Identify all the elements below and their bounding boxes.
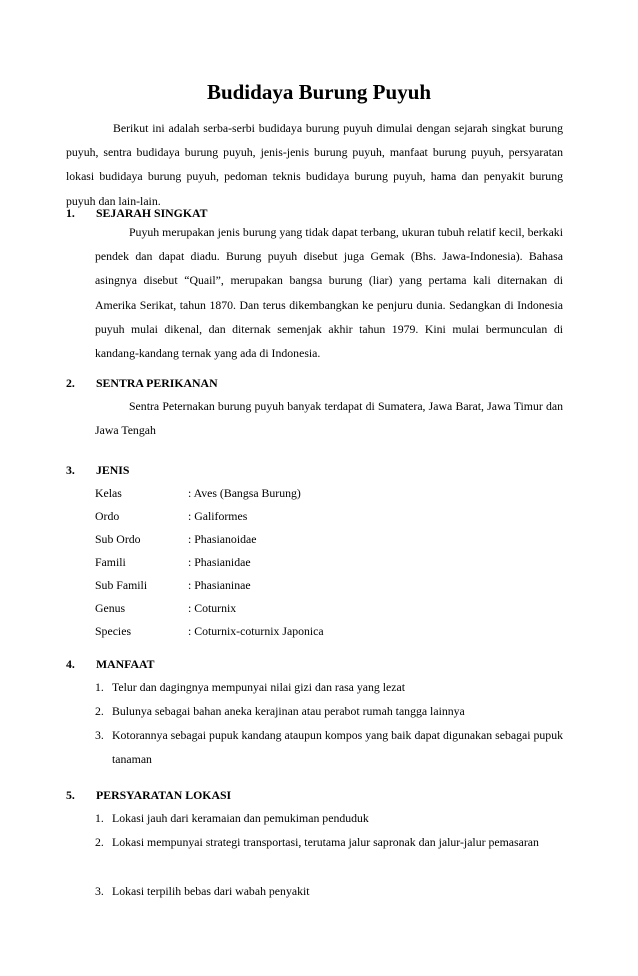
document-title: Budidaya Burung Puyuh [206,80,432,104]
taxonomy-row [95,555,251,570]
section-number: 1. [66,206,75,220]
taxonomy-row [95,486,301,501]
list-item [95,675,563,699]
section-heading-2 [66,376,218,391]
taxonomy-key: Famili [95,555,126,569]
list-number: 1. [95,811,104,825]
list-item [95,830,563,854]
taxonomy-key: Genus [95,601,126,615]
taxonomy-value: : Phasianinae [188,578,251,592]
section-number: 4. [66,657,75,671]
section-title: SENTRA PERIKANAN [96,376,218,390]
section-heading-5 [66,788,231,803]
taxonomy-value: : Phasianidae [188,555,251,569]
section-number: 2. [66,376,75,390]
taxonomy-row [95,601,236,616]
list-item [95,699,563,723]
taxonomy-key: Sub Famili [95,578,148,592]
intro-paragraph: Berikut ini adalah serba-serbi budidaya burung puyuh dimulai dengan sejarah singkat burung puyuh, sentra budidaya burung puyuh, jenis-jenis burung puyuh, manfaat burung puyuh, persyaratan lokasi budidaya burung puyuh, pedoman teknis budidaya burung puyuh, hama dan penyakit burung puyuh dan lain-lain. [66,121,563,208]
taxonomy-value: : Galiformes [188,509,248,523]
taxonomy-key: Ordo [95,509,120,523]
section-title: PERSYARATAN LOKASI [96,788,232,802]
section-1-body: Puyuh merupakan jenis burung yang tidak dapat terbang, ukuran tubuh relatif kecil, berkaki pendek dan dapat diadu. Burung puyuh disebut juga Gemak (Bhs. Jawa-Indonesia). Bahasa asingnya disebut “Quail”, merupakan bangsa burung (liar) yang pertama kali diternakan di Amerika Serikat, tahun 1870. Dan terus dikembangkan ke penjuru dunia. Sedangkan di Indonesia puyuh mulai dikenal, dan diternak semenjak akhir tahun 1979. Kini mulai bermunculan di kandang-kandang ternak yang ada di Indonesia. [95,225,563,361]
section-heading-4 [66,657,155,672]
taxonomy-row [95,578,251,593]
list-number: 2. [95,835,104,849]
section-title: SEJARAH SINGKAT [96,206,208,220]
list-item [95,806,563,830]
taxonomy-value: : Phasianoidae [188,532,257,546]
section-heading-1 [66,206,208,221]
taxonomy-value: : Coturnix-coturnix Japonica [188,624,324,638]
list-item [95,879,563,903]
list-number: 1. [95,680,104,694]
section-title: MANFAAT [96,657,155,671]
taxonomy-value: : Aves (Bangsa Burung) [188,486,301,500]
taxonomy-value: : Coturnix [188,601,237,615]
taxonomy-key: Kelas [95,486,122,500]
list-text: Kotorannya sebagai pupuk kandang ataupun kompos yang baik dapat digunakan sebagai pupuk tanaman [112,728,563,767]
taxonomy-row [95,509,247,524]
taxonomy-key: Species [95,624,132,638]
list-text: Telur dan dagingnya mempunyai nilai gizi dan rasa yang lezat [112,680,406,694]
taxonomy-key: Sub Ordo [95,532,141,546]
taxonomy-row [95,624,324,639]
section-heading-3 [66,463,129,478]
list-text: Lokasi terpilih bebas dari wabah penyakit [112,884,310,898]
list-text: Bulunya sebagai bahan aneka kerajinan atau perabot rumah tangga lainnya [112,704,465,718]
list-text: Lokasi mempunyai strategi transportasi, terutama jalur sapronak dan jalur-jalur pemasaran [112,835,539,849]
section-2-body: Sentra Peternakan burung puyuh banyak terdapat di Sumatera, Jawa Barat, Jawa Timur dan Jawa Tengah [95,399,563,438]
list-text: Lokasi jauh dari keramaian dan pemukiman penduduk [112,811,369,825]
list-item [95,723,563,771]
list-number: 3. [95,728,104,742]
list-number: 2. [95,704,104,718]
list-number: 3. [95,884,104,898]
section-number: 5. [66,788,75,802]
section-number: 3. [66,463,75,477]
taxonomy-row [95,532,256,547]
section-title: JENIS [96,463,130,477]
